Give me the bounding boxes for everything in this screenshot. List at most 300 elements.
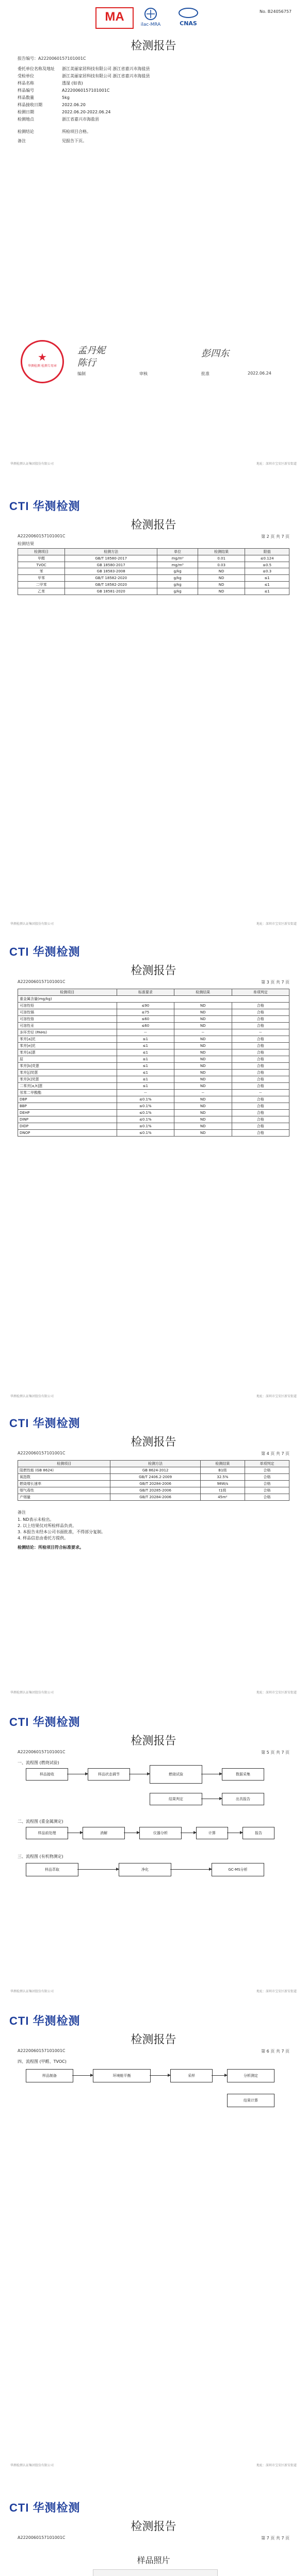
- report-no: A2220060157101001C: [18, 2048, 66, 2053]
- flow-step: 样品制备: [26, 2069, 73, 2082]
- field-key: 委托单位名称及地址: [18, 66, 55, 71]
- remark-label: 备注: [18, 139, 26, 143]
- cell: 合格: [232, 1049, 289, 1056]
- label-approved: 批准: [201, 371, 209, 376]
- cell: 合格: [232, 1130, 289, 1137]
- cell: ND: [198, 568, 245, 575]
- cell: 合格: [245, 1467, 289, 1474]
- remark-text: 见报告下页。: [62, 139, 87, 143]
- page-title: 检测报告: [131, 1735, 176, 1748]
- report-page-5: [0, 1710, 307, 1999]
- table-row: [18, 1110, 289, 1116]
- cell: ND: [174, 1130, 232, 1137]
- flow-step: 数据采集: [222, 1768, 264, 1781]
- cell: 合格: [232, 1096, 289, 1103]
- field-client: [18, 66, 150, 72]
- report-number-top: No. B24056757: [259, 9, 292, 14]
- cell: ≤90: [117, 1003, 174, 1009]
- table-row: [18, 1487, 289, 1494]
- flow-step: 计算: [196, 1827, 228, 1839]
- flow-step: 仪器分析: [139, 1827, 182, 1839]
- brand-logo: CTI 华测检测: [9, 2014, 80, 2027]
- cell: mg/m³: [157, 555, 198, 562]
- table-row: [18, 1103, 289, 1110]
- cell: ND: [174, 1043, 232, 1049]
- cell: ND: [174, 1003, 232, 1009]
- cell: 邻苯二甲酸酯: [18, 1090, 117, 1096]
- flow-step: 出具报告: [222, 1793, 264, 1805]
- issue-date: 2022.06.24: [248, 371, 271, 376]
- cell: 合格: [245, 1474, 289, 1481]
- cell: 可溶性铬: [18, 1016, 117, 1023]
- cell: ≤0.124: [245, 555, 289, 562]
- cell: 合格: [232, 1036, 289, 1043]
- flow-step: 净化: [119, 1863, 171, 1876]
- field-value: 2022.06.20-2022.06.24: [62, 110, 111, 114]
- cell: GB 18580-2017: [65, 562, 157, 568]
- footer-left: 华测检测认证集团股份有限公司: [10, 922, 54, 926]
- heavy-metal-table: [18, 989, 289, 1137]
- cell: ND: [174, 1116, 232, 1123]
- cell: 苯并[k]荧蒽: [18, 1076, 117, 1083]
- flow-step: 燃烧试验: [150, 1765, 202, 1784]
- table-row: [18, 1043, 289, 1049]
- cell: ND: [174, 1063, 232, 1070]
- brand-logo: CTI 华测检测: [9, 1417, 80, 1430]
- flow-arrow: [212, 2075, 227, 2076]
- col-header: 检测项目: [18, 1461, 110, 1467]
- cell: --: [232, 1090, 289, 1096]
- cell: g/kg: [157, 575, 198, 582]
- flow-step: 消解: [83, 1827, 125, 1839]
- table-row: [18, 1116, 289, 1123]
- cell: 苯: [18, 568, 65, 575]
- page-number: 第 7 页 共 7 页: [261, 2536, 289, 2540]
- conclusion-row: [18, 129, 91, 134]
- remark-row: [18, 138, 87, 144]
- report-page-1: [0, 0, 307, 474]
- page-number: 第 4 页 共 7 页: [261, 1451, 289, 1456]
- conclusion-text: 所检项目合格。: [62, 129, 91, 134]
- brand-logo: CTI 华测检测: [9, 500, 80, 513]
- photo-title: 样品照片: [137, 2555, 170, 2565]
- table-row: [18, 1096, 289, 1103]
- cell: GB/T 18580-2017: [65, 555, 157, 562]
- report-page-6: [0, 2009, 307, 2473]
- col-header: 检测项目: [18, 989, 117, 996]
- note-3: 3. 本报告未经本公司书面批准，不得部分复制。: [18, 1530, 106, 1534]
- table-row: [18, 1083, 289, 1090]
- field-sample-qty: [18, 95, 70, 100]
- table-header-row: [18, 989, 289, 996]
- table-row: [18, 1063, 289, 1070]
- page-footer: [10, 1690, 297, 1694]
- cell: ND: [174, 1036, 232, 1043]
- cell: t1级: [200, 1487, 245, 1494]
- footer-left: 华测检测认证集团股份有限公司: [10, 1990, 54, 1993]
- report-page-3: [0, 940, 307, 1404]
- page-number: 第 2 页 共 7 页: [261, 534, 289, 539]
- page-title: 检测报告: [131, 40, 176, 53]
- cell: g/kg: [157, 582, 198, 588]
- cell: 产烟量: [18, 1494, 110, 1501]
- cell: --: [174, 1029, 232, 1036]
- cell: GB/T 20284-2006: [110, 1494, 200, 1501]
- field-test-date: [18, 109, 111, 115]
- page-footer: [10, 921, 297, 926]
- footer-left: 华测检测认证集团股份有限公司: [10, 1691, 54, 1694]
- footer-left: 华测检测认证集团股份有限公司: [10, 2464, 54, 2467]
- label-checked: 审核: [139, 371, 148, 376]
- cell: ≤0.1%: [117, 1096, 174, 1103]
- cell: 合格: [232, 1083, 289, 1090]
- cnas-logo: [170, 7, 206, 27]
- cell: ≤75: [117, 1009, 174, 1016]
- cell: 0.01: [198, 555, 245, 562]
- note-4: 4. 样品信息由委托方提供。: [18, 1536, 69, 1540]
- cell: 二苯并[a,h]蒽: [18, 1083, 117, 1090]
- table-row: [18, 1023, 289, 1029]
- col-header: 检测方法: [110, 1461, 200, 1467]
- field-value: 浙江省嘉兴市海盐县: [62, 117, 99, 122]
- statement: 检测结论：所检项目符合标准要求。: [18, 1545, 84, 1550]
- cell: ND: [174, 1023, 232, 1029]
- table-row: [18, 1029, 289, 1036]
- cell: g/kg: [157, 588, 198, 595]
- table-row: [18, 1090, 289, 1096]
- flow-step: 样品前处理: [26, 1827, 68, 1839]
- cell: DIDP: [18, 1123, 117, 1130]
- cell: TVOC: [18, 562, 65, 568]
- cell: 氧指数: [18, 1474, 110, 1481]
- table-header-row: [18, 549, 289, 555]
- footer-right: 地址：深圳市宝安区新安街道: [256, 1691, 297, 1694]
- report-no: A2220060157101001C: [18, 1750, 66, 1754]
- report-no: A2220060157101001C: [18, 534, 66, 538]
- brand-logo: CTI 华测检测: [9, 945, 80, 958]
- flow-step: 样品萃取: [26, 1863, 78, 1876]
- cell: 可溶性汞: [18, 1023, 117, 1029]
- page-title: 检测报告: [131, 519, 176, 532]
- cell: ND: [198, 582, 245, 588]
- page-number: 第 5 页 共 7 页: [261, 1750, 289, 1755]
- cell: ≤1: [117, 1056, 174, 1063]
- report-no: A2220060157101001C: [18, 979, 66, 984]
- footer-left: 华测检测认证集团股份有限公司: [10, 462, 54, 466]
- group-label: 重金属含量(mg/kg): [18, 996, 289, 1003]
- field-value: 浙江美丽家居科技有限公司 浙江省嘉兴市海盐县: [62, 74, 150, 78]
- footer-right: 地址：深圳市宝安区新安街道: [256, 1990, 297, 1993]
- cell: 32.5%: [200, 1474, 245, 1481]
- page-footer: [10, 461, 297, 466]
- cell: ND: [174, 1096, 232, 1103]
- cell: GB/T 18582-2020: [65, 582, 157, 588]
- flow1-title: 一、流程图 (燃烧试验): [18, 1760, 59, 1765]
- flow-arrow: [150, 2075, 170, 2076]
- field-key: 检测日期: [18, 110, 34, 114]
- cell: DBP: [18, 1096, 117, 1103]
- cell: 0.03: [198, 562, 245, 568]
- flow-step: 报告: [243, 1827, 274, 1839]
- field-key: 样品名称: [18, 81, 34, 86]
- col-header: 检测结果: [174, 989, 232, 996]
- table-row: [18, 1467, 289, 1474]
- col-header: 检测结果: [198, 549, 245, 555]
- cell: --: [174, 1090, 232, 1096]
- cell: ND: [174, 1103, 232, 1110]
- cell: 合格: [232, 1043, 289, 1049]
- cell: ≤1: [117, 1036, 174, 1043]
- cell: 甲醛: [18, 555, 65, 562]
- cell: ≤60: [117, 1023, 174, 1029]
- table-row: [18, 582, 289, 588]
- cell: 合格: [232, 1003, 289, 1009]
- cell: 烟气毒性: [18, 1487, 110, 1494]
- cell: GB/T 20284-2006: [110, 1481, 200, 1487]
- report-no-label: 报告编号：A2220060157101001C: [18, 56, 86, 61]
- results-table: [18, 548, 289, 595]
- cell: 燃烧增长速率: [18, 1481, 110, 1487]
- cell: ND: [174, 1049, 232, 1056]
- cell: ND: [174, 1110, 232, 1116]
- field-sample-name: [18, 80, 83, 86]
- cell: B1级: [200, 1467, 245, 1474]
- page-title: 检测报告: [131, 2520, 176, 2533]
- page-title: 检测报告: [131, 2033, 176, 2046]
- col-header: 检测方法: [65, 549, 157, 555]
- cell: DNOP: [18, 1130, 117, 1137]
- cell: ≤0.1%: [117, 1130, 174, 1137]
- footer-right: 地址：深圳市宝安区新安街道: [256, 462, 297, 466]
- page-number: 第 6 页 共 7 页: [261, 2049, 289, 2054]
- flow-step: 样品接收: [26, 1768, 68, 1781]
- cell: ND: [174, 1076, 232, 1083]
- cell: ≤1: [117, 1076, 174, 1083]
- stamp-star-icon: ★: [38, 351, 47, 363]
- cell: ≤1: [117, 1083, 174, 1090]
- col-header: 检测结果: [200, 1461, 245, 1467]
- cma-logo: MA: [95, 7, 134, 29]
- table-row: [18, 568, 289, 575]
- cell: ≤0.1%: [117, 1110, 174, 1116]
- table-row: [18, 1130, 289, 1137]
- cell: ≤1: [117, 1049, 174, 1056]
- table-row: [18, 1070, 289, 1076]
- flow3-title: 三、流程图 (有机物测定): [18, 1854, 63, 1859]
- cell: ND: [174, 1016, 232, 1023]
- cell: --: [232, 1029, 289, 1036]
- cell: ≤1: [117, 1043, 174, 1049]
- cell: GB 18581-2020: [65, 588, 157, 595]
- cell: ND: [174, 1123, 232, 1130]
- col-header: 标准要求: [117, 989, 174, 996]
- field-key: 样品数量: [18, 95, 34, 100]
- ilac-emblem-icon: [135, 7, 166, 21]
- report-no: A2220060157101001C: [18, 2535, 66, 2540]
- table-row: [18, 575, 289, 582]
- note-2: 2. 以上结果仅对所检样品负责。: [18, 1523, 77, 1528]
- cell: 苯并[a]芘: [18, 1036, 117, 1043]
- cell: GB 18583-2008: [65, 568, 157, 575]
- footer-right: 地址：深圳市宝安区新安街道: [256, 922, 297, 926]
- table-row: [18, 1009, 289, 1016]
- table-row: [18, 1494, 289, 1501]
- col-header: 限值: [245, 549, 289, 555]
- cell: ≤1: [245, 582, 289, 588]
- cell: mg/m³: [157, 562, 198, 568]
- fire-test-table: [18, 1460, 289, 1501]
- cell: 可溶性镉: [18, 1009, 117, 1016]
- table-row: [18, 1016, 289, 1023]
- report-page-7: [0, 2496, 307, 2576]
- cell: ≤60: [117, 1016, 174, 1023]
- ilac-logo: [135, 7, 166, 27]
- cell: 合格: [245, 1487, 289, 1494]
- signature-3: 彭四东: [201, 348, 229, 359]
- field-key: 受检单位: [18, 74, 34, 78]
- flow-step: 样品状态调节: [88, 1768, 130, 1781]
- brand-logo: CTI 华测检测: [9, 1716, 80, 1728]
- cell: ≤0.1%: [117, 1116, 174, 1123]
- footer-left: 华测检测认证集团股份有限公司: [10, 1395, 54, 1398]
- cell: DINP: [18, 1116, 117, 1123]
- cell: DEHP: [18, 1110, 117, 1116]
- table-header-row: [18, 1461, 289, 1467]
- flow-step: 结果计算: [227, 2094, 274, 2107]
- flow-arrow: [170, 1869, 212, 1870]
- cell: ≤1: [117, 1063, 174, 1070]
- cell: 合格: [232, 1103, 289, 1110]
- table-row: [18, 1474, 289, 1481]
- cell: ND: [174, 1083, 232, 1090]
- field-inspected: [18, 73, 150, 79]
- cnas-emblem-icon: [178, 7, 199, 19]
- table-row: [18, 1003, 289, 1009]
- field-value: A2220060157101001C: [62, 88, 110, 93]
- cell: GB 8624-2012: [110, 1467, 200, 1474]
- brand-logo: CTI 华测检测: [9, 2501, 80, 2514]
- table-row: [18, 1036, 289, 1043]
- report-page-2: [0, 495, 307, 933]
- cell: ND: [174, 1056, 232, 1063]
- cell: 二甲苯: [18, 582, 65, 588]
- signature-2: 陈行: [77, 358, 96, 368]
- cell: ≤0.1%: [117, 1103, 174, 1110]
- col-header: 检测项目: [18, 549, 65, 555]
- page-title: 检测报告: [131, 1436, 176, 1449]
- footer-right: 地址：深圳市宝安区新安街道: [256, 2464, 297, 2467]
- cell: GB/T 2406.2-2009: [110, 1474, 200, 1481]
- page-footer: [10, 1394, 297, 1398]
- field-key: 检测地点: [18, 117, 34, 122]
- cnas-text: CNAS: [180, 20, 197, 27]
- field-value: 2022.06.20: [62, 103, 86, 107]
- cell: --: [117, 1029, 174, 1036]
- table-row: [18, 555, 289, 562]
- cell: GB/T 18582-2020: [65, 575, 157, 582]
- cell: 多环芳烃 (PAHs): [18, 1029, 117, 1036]
- field-key: 样品接收日期: [18, 103, 42, 107]
- cell: 合格: [232, 1023, 289, 1029]
- group-row: [18, 996, 289, 1003]
- col-header: 单位: [157, 549, 198, 555]
- flow-title: 四、流程图 (甲醛、TVOC): [18, 2059, 67, 2064]
- cell: 合格: [232, 1056, 289, 1063]
- report-no-key: 报告编号: [18, 56, 34, 61]
- cell: 合格: [232, 1063, 289, 1070]
- field-received: [18, 102, 86, 108]
- conclusion-label: 检测结论: [18, 129, 34, 134]
- cell: 合格: [232, 1076, 289, 1083]
- table-row: [18, 1076, 289, 1083]
- cell: 合格: [232, 1070, 289, 1076]
- cell: 合格: [245, 1481, 289, 1487]
- cell: ND: [174, 1009, 232, 1016]
- cell: 45m²: [200, 1494, 245, 1501]
- cell: 合格: [232, 1110, 289, 1116]
- cell: ≤0.1%: [117, 1123, 174, 1130]
- cell: 合格: [232, 1116, 289, 1123]
- page-title: 检测报告: [131, 964, 176, 977]
- section-title: 检测结果: [18, 541, 34, 546]
- table-row: [18, 1056, 289, 1063]
- cell: 合格: [232, 1016, 289, 1023]
- table-row: [18, 1049, 289, 1056]
- cell: 苯并[j]荧蒽: [18, 1070, 117, 1076]
- ilac-text: ilac-MRA: [140, 22, 161, 27]
- cell: GB/T 20285-2006: [110, 1487, 200, 1494]
- cell: --: [117, 1090, 174, 1096]
- page-footer: [10, 1989, 297, 1993]
- page-number: 第 3 页 共 7 页: [261, 980, 289, 985]
- cell: ND: [198, 588, 245, 595]
- cell: BBP: [18, 1103, 117, 1110]
- signature-1: 孟丹妮: [77, 345, 105, 356]
- cell: g/kg: [157, 568, 198, 575]
- flow-step: 分析测定: [227, 2069, 274, 2082]
- col-header: 单项判定: [245, 1461, 289, 1467]
- report-no-value: A2220060157101001C: [38, 56, 86, 61]
- cell: 可溶性铅: [18, 1003, 117, 1009]
- cell: ND: [174, 1070, 232, 1076]
- cell: ≤1: [245, 588, 289, 595]
- cell: 阻燃性能 (GB 8624): [18, 1467, 110, 1474]
- sample-photo: [93, 2569, 218, 2576]
- cell: 屈: [18, 1056, 117, 1063]
- cell: 苯并[e]芘: [18, 1043, 117, 1049]
- cell: ≤0.5: [245, 562, 289, 568]
- report-no: A2220060157101001C: [18, 1451, 66, 1455]
- col-header: 单项判定: [232, 989, 289, 996]
- flow-step: 结果判定: [150, 1793, 202, 1805]
- flow-arrow: [77, 1869, 119, 1870]
- cell: 苯并[a]蒽: [18, 1049, 117, 1056]
- cell: 合格: [232, 1123, 289, 1130]
- flow-arrow: [72, 2075, 93, 2076]
- notes-title: 备注: [18, 1510, 26, 1515]
- cell: 乙苯: [18, 588, 65, 595]
- flow-step: GC-MS分析: [212, 1863, 264, 1876]
- cell: 合格: [232, 1009, 289, 1016]
- official-stamp: [21, 340, 64, 383]
- flow2-title: 二、流程图 (重金属测定): [18, 1819, 63, 1824]
- report-page-4: [0, 1412, 307, 1700]
- footer-right: 地址：深圳市宝安区新安街道: [256, 1395, 297, 1398]
- cell: 苯并[b]荧蒽: [18, 1063, 117, 1070]
- table-row: [18, 1481, 289, 1487]
- field-value: 浙江美丽家居科技有限公司 浙江省嘉兴市海盐县: [62, 66, 150, 71]
- field-test-site: [18, 116, 99, 122]
